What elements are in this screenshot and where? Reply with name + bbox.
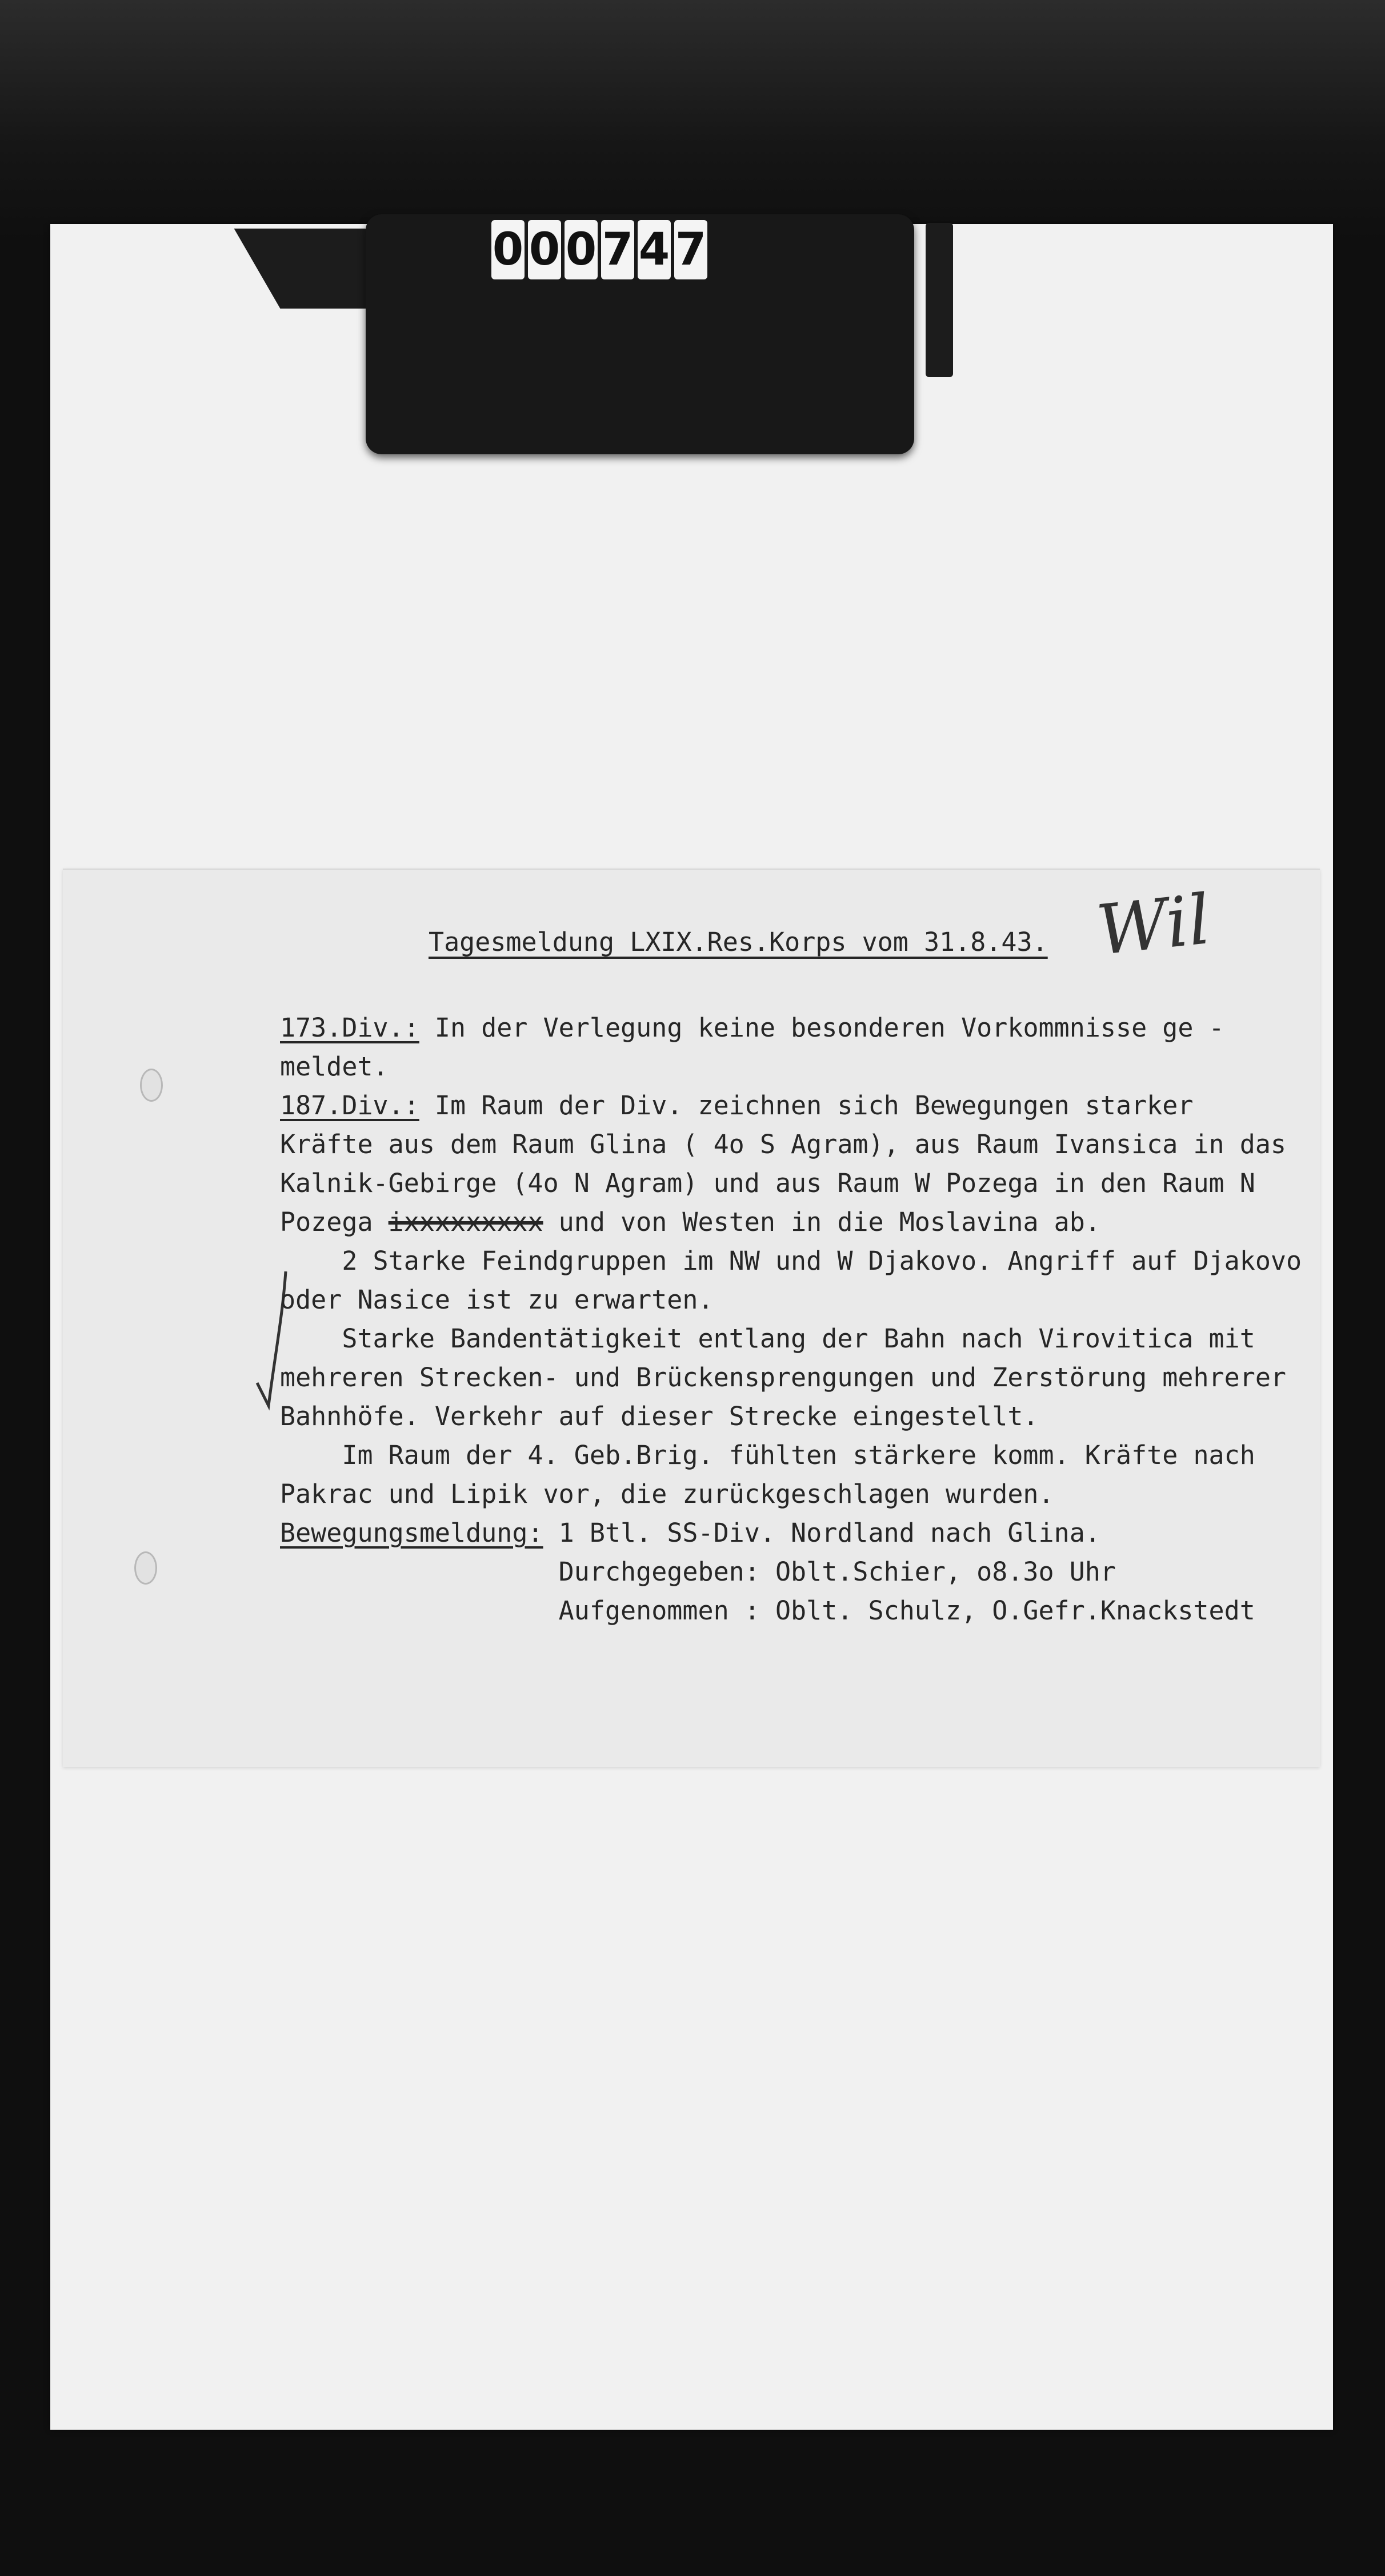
counter-digit: 7 xyxy=(601,220,634,279)
line-text: Pakrac und Lipik vor, die zurückgeschlagen wurden. xyxy=(280,1479,1054,1509)
message-line xyxy=(280,1319,1255,1358)
message-line xyxy=(280,1047,389,1086)
struck-out-text: ixxxxxxxxx xyxy=(388,1207,543,1237)
line-text: In der Verlegung keine besonderen Vorkommnisse ge - xyxy=(419,1013,1224,1043)
message-line xyxy=(280,1553,1116,1591)
message-line xyxy=(280,1281,714,1319)
line-text: Im Raum der 4. Geb.Brig. fühlten stärkere komm. Kräfte nach xyxy=(280,1440,1255,1470)
punch-hole-bottom xyxy=(134,1551,157,1585)
counter-digit: 7 xyxy=(674,220,707,279)
counter-clamp-post xyxy=(926,223,953,377)
message-line xyxy=(280,1397,1039,1436)
message-line xyxy=(280,1591,1255,1630)
line-text: Durchgegeben: Oblt.Schier, o8.3o Uhr xyxy=(280,1557,1116,1587)
message-line xyxy=(280,1358,1286,1397)
punch-hole-top xyxy=(140,1069,163,1102)
message-line xyxy=(280,1242,1302,1281)
frame-counter xyxy=(491,220,707,283)
scan-background xyxy=(0,0,1385,240)
counter-digit: 4 xyxy=(638,220,671,279)
message-line xyxy=(280,1009,1224,1047)
line-text: Aufgenommen : Oblt. Schulz, O.Gefr.Knackstedt xyxy=(280,1595,1255,1626)
message-line xyxy=(280,1514,1100,1553)
line-text: 2 Starke Feindgruppen im NW und W Djakovo. Angriff auf Djakovo xyxy=(280,1246,1302,1276)
line-text: Starke Bandentätigkeit entlang der Bahn nach Virovitica mit xyxy=(280,1323,1255,1354)
message-line xyxy=(280,1125,1286,1164)
line-text: mehreren Strecken- und Brückensprengungen und Zerstörung mehrerer xyxy=(280,1362,1286,1393)
section-label: 173.Div.: xyxy=(280,1013,419,1043)
message-line xyxy=(280,1203,1100,1242)
message-line xyxy=(280,1086,1193,1125)
section-label: Bewegungsmeldung: xyxy=(280,1518,543,1548)
message-line xyxy=(280,1164,1255,1203)
line-text: Pozega xyxy=(280,1207,389,1237)
line-text: und von Westen in die Moslavina ab. xyxy=(543,1207,1100,1237)
line-text: oder Nasice ist zu erwarten. xyxy=(280,1285,714,1315)
line-text: meldet. xyxy=(280,1051,389,1082)
line-text: Kalnik-Gebirge (4o N Agram) und aus Raum W Pozega in den Raum N xyxy=(280,1168,1255,1198)
message-line xyxy=(280,1475,1054,1514)
line-text: Im Raum der Div. zeichnen sich Bewegungen starker xyxy=(419,1090,1194,1121)
handwritten-initials: Wil xyxy=(1093,880,1214,971)
message-title: Tagesmeldung LXIX.Res.Korps vom 31.8.43. xyxy=(429,927,1048,957)
counter-digit: 0 xyxy=(528,220,561,279)
line-text: Kräfte aus dem Raum Glina ( 4o S Agram), aus Raum Ivansica in das xyxy=(280,1129,1286,1159)
counter-digit: 0 xyxy=(491,220,525,279)
counter-digit: 0 xyxy=(565,220,598,279)
section-label: 187.Div.: xyxy=(280,1090,419,1121)
line-text: Bahnhöfe. Verkehr auf dieser Strecke eingestellt. xyxy=(280,1401,1039,1431)
message-line xyxy=(280,1436,1255,1475)
line-text: 1 Btl. SS-Div. Nordland nach Glina. xyxy=(543,1518,1100,1548)
